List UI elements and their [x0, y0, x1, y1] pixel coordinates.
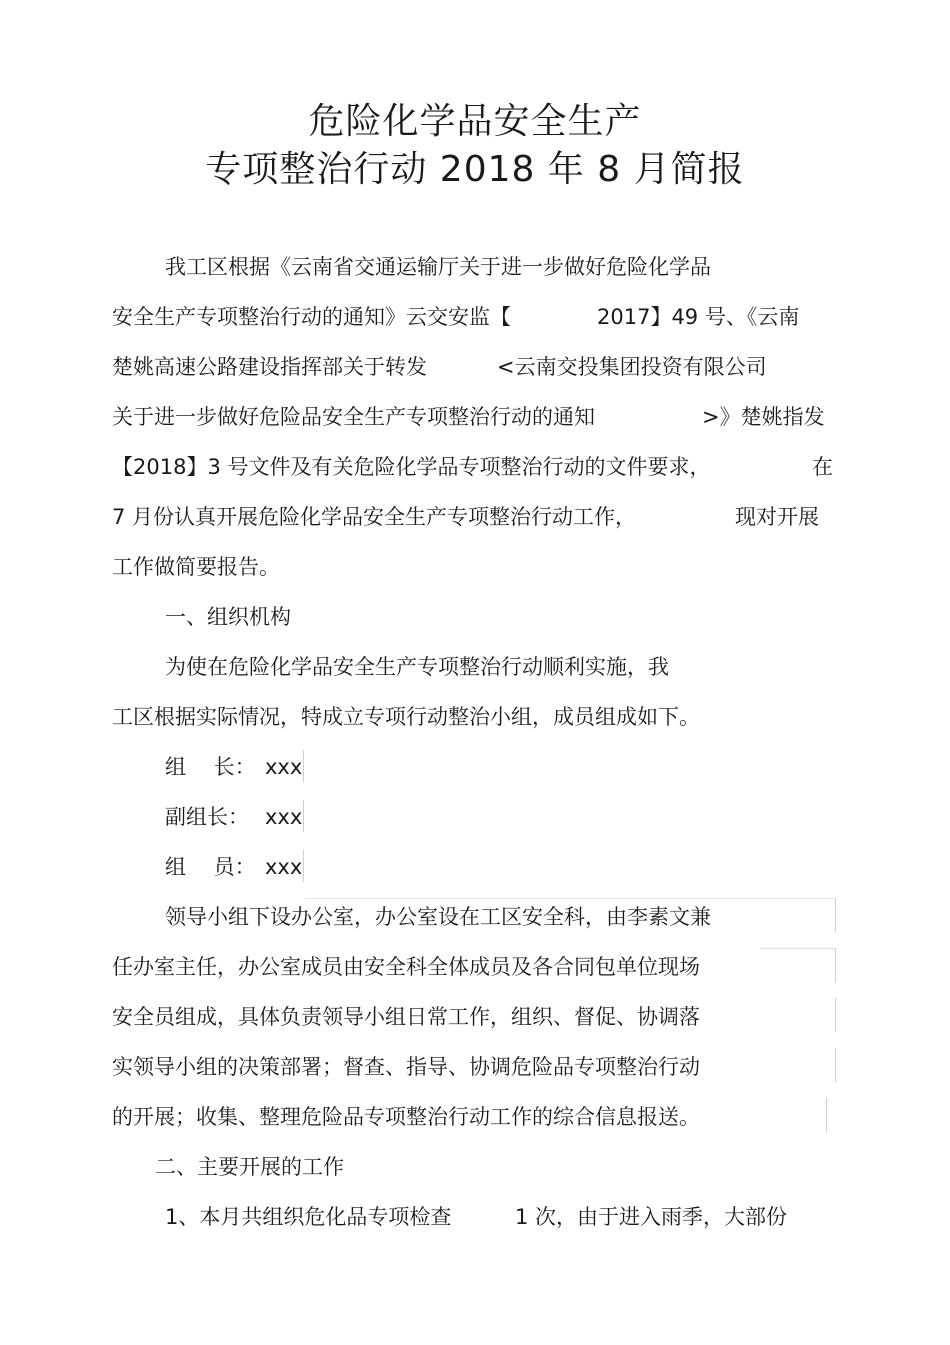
- member-name: xxx: [265, 855, 303, 879]
- table-border: [303, 850, 304, 882]
- table-border: [303, 750, 304, 782]
- table-border: [835, 1048, 836, 1082]
- intro-line-3-part-a: 楚姚高速公路建设指挥部关于转发: [112, 355, 427, 379]
- member-role: 组 员：: [165, 855, 256, 879]
- member-role: 副组长：: [165, 805, 249, 829]
- section-2-item-1-part-a: 1、本月共组织危化品专项检查: [165, 1205, 452, 1229]
- section-1-para-line-1: 为使在危险化学品安全生产专项整治行动顺利实施，我: [165, 655, 669, 679]
- office-line-2: 任办室主任，办公室成员由安全科全体成员及各合同包单位现场: [112, 955, 700, 979]
- table-border: [760, 948, 835, 949]
- office-line-1: 领导小组下设办公室，办公室设在工区安全科，由李素文兼: [165, 905, 711, 929]
- intro-line-4-part-a: 关于进一步做好危险品安全生产专项整治行动的通知: [112, 405, 595, 429]
- intro-line-5-part-b: 在: [812, 455, 833, 479]
- table-border: [835, 998, 836, 1032]
- intro-line-5-part-a: 【2018】3 号文件及有关危险化学品专项整治行动的文件要求，: [112, 455, 711, 479]
- table-border: [835, 948, 836, 982]
- intro-line-6-part-b: 现对开展: [735, 505, 819, 529]
- intro-line-3-part-b: <云南交投集团投资有限公司: [497, 355, 767, 379]
- intro-line-2-part-a: 安全生产专项整治行动的通知》云交安监【: [112, 305, 511, 329]
- section-2-heading: 二、主要开展的工作: [155, 1155, 344, 1179]
- intro-line-7: 工作做简要报告。: [112, 555, 280, 579]
- table-border: [826, 1098, 827, 1132]
- document-title-line-2: 专项整治行动 2018 年 8 月简报: [205, 149, 745, 190]
- intro-line-2-part-b: 2017】49 号、《云南: [597, 305, 800, 329]
- section-2-item-1-part-b: 1 次，由于进入雨季，大部份: [515, 1205, 788, 1229]
- table-border: [303, 800, 304, 832]
- intro-line-6-part-a: 7 月份认真开展危险化学品安全生产专项整治行动工作，: [112, 505, 637, 529]
- office-line-5: 的开展；收集、整理危险品专项整治行动工作的综合信息报送。: [112, 1105, 700, 1129]
- intro-line-1: 我工区根据《云南省交通运输厅关于进一步做好危险化学品: [165, 255, 711, 279]
- table-border: [835, 898, 836, 932]
- office-line-3: 安全员组成，具体负责领导小组日常工作，组织、督促、协调落: [112, 1005, 700, 1029]
- member-role: 组 长：: [165, 755, 256, 779]
- intro-line-4-part-b: >》楚姚指发: [702, 405, 825, 429]
- document-title-line-1: 危险化学品安全生产: [308, 101, 642, 142]
- office-line-4: 实领导小组的决策部署；督查、指导、协调危险品专项整治行动: [112, 1055, 700, 1079]
- member-name: xxx: [265, 755, 303, 779]
- table-border: [305, 898, 835, 899]
- section-1-heading: 一、组织机构: [165, 605, 291, 629]
- member-name: xxx: [265, 805, 303, 829]
- section-1-para-line-2: 工区根据实际情况，特成立专项行动整治小组，成员组成如下。: [112, 705, 700, 729]
